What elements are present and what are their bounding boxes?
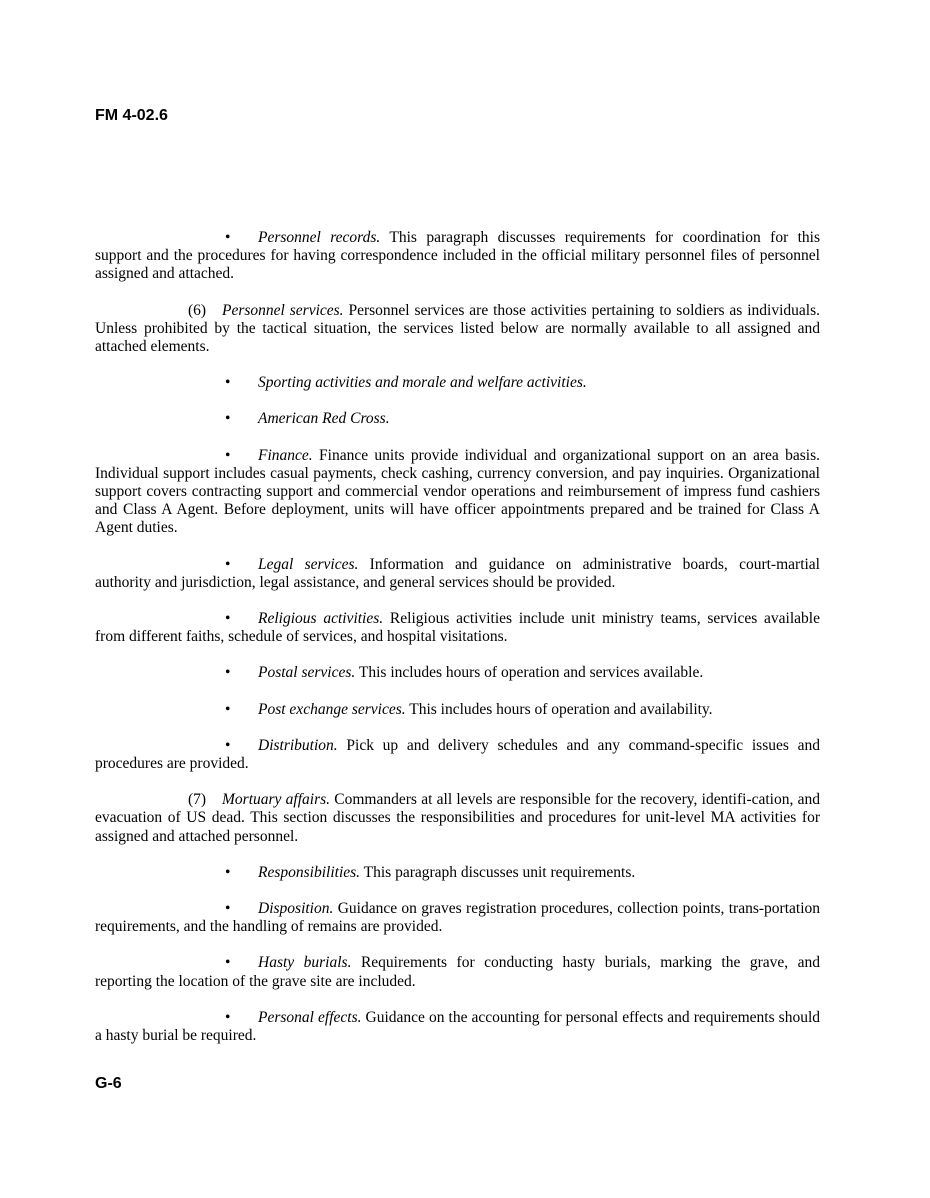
paragraph-lead: Responsibilities. [258, 863, 361, 881]
bullet-marker: • [225, 900, 231, 918]
paragraph-lead: Postal services. [258, 664, 356, 682]
paragraph-text: This paragraph discusses unit requirements. [360, 863, 636, 881]
paragraph-lead: Mortuary affairs. [222, 791, 331, 809]
paragraph-lead: Hasty burials. [258, 954, 352, 972]
page-number: G-6 [95, 1075, 122, 1092]
paragraph-lead: Finance. [258, 446, 313, 464]
numbered-mortuary-affairs [95, 791, 820, 846]
paragraph-text: Guidance on graves registration procedures, collection points, trans-portation requirements, and the handling of remains are provided. [95, 900, 820, 936]
paragraph-lead: American Red Cross. [258, 410, 390, 428]
bullet-disposition [95, 900, 820, 936]
paragraph-text: Personnel services are those activities pertaining to soldiers as individuals. Unless prohibited by the tactical situation, the services listed below are normally available to all assigned and attached elements. [95, 301, 820, 356]
numbered-personnel-services [95, 302, 820, 357]
paragraph-lead: Distribution. [258, 736, 338, 754]
bullet-marker: • [225, 664, 231, 682]
bullet-personnel-records [95, 229, 820, 284]
document-body [95, 229, 820, 1063]
bullet-legal-services [95, 556, 820, 592]
bullet-hasty-burials [95, 954, 820, 990]
bullet-postal-services [95, 664, 820, 682]
paragraph-text: Information and guidance on administrative boards, court-martial authority and jurisdiction, legal assistance, and general services should be provided. [95, 555, 820, 591]
paragraph-text: This includes hours of operation and availability. [405, 700, 713, 718]
paragraph-number: (7) [188, 791, 207, 809]
bullet-marker: • [225, 555, 231, 573]
paragraph-lead: Personnel records. [258, 229, 381, 246]
bullet-responsibilities [95, 864, 820, 882]
paragraph-text: Pick up and delivery schedules and any command-specific issues and procedures are provided. [95, 736, 820, 773]
paragraph-number: (6) [188, 301, 207, 319]
paragraph-text: Requirements for conducting hasty burials, marking the grave, and reporting the location of the grave site are included. [95, 954, 820, 990]
bullet-post-exchange-services [95, 701, 820, 719]
bullet-personal-effects [95, 1009, 820, 1045]
bullet-sporting-activities [95, 374, 820, 392]
paragraph-lead: Post exchange services. [258, 700, 406, 718]
paragraph-lead: Legal services. [258, 555, 359, 573]
bullet-marker: • [225, 374, 231, 392]
bullet-marker: • [225, 954, 231, 972]
bullet-distribution [95, 737, 820, 773]
paragraph-text: Finance units provide individual and organizational support on an area basis. Individual support includes casual payments, check cashing, currency conversion, and pay inquiries. Organizational support covers contracting support and commercial vendor operations and reimbursement of impress fund cashiers and Class A Agent. Before deployment, units will have officer appointments prepared and be trained for Class A Agent duties. [95, 446, 820, 537]
bullet-marker: • [225, 229, 231, 246]
bullet-marker: • [225, 410, 231, 428]
paragraph-lead: Sporting activities and morale and welfare activities. [258, 374, 587, 392]
paragraph-lead: Personnel services. [222, 301, 344, 319]
paragraph-lead: Personal effects. [258, 1008, 362, 1026]
bullet-marker: • [225, 700, 231, 718]
bullet-marker: • [225, 863, 231, 881]
document-header: FM 4-02.6 [95, 107, 168, 124]
bullet-marker: • [225, 610, 231, 628]
bullet-religious-activities [95, 610, 820, 646]
bullet-marker: • [225, 446, 231, 464]
bullet-finance [95, 447, 820, 538]
bullet-marker: • [225, 1008, 231, 1026]
bullet-marker: • [225, 736, 231, 754]
paragraph-text: Commanders at all levels are responsible for the recovery, identifi-cation, and evacuation of US dead. This section discusses the responsibilities and procedures for unit-level MA activities for assigned and attached personnel. [95, 791, 820, 845]
paragraph-lead: Disposition. [258, 900, 334, 918]
paragraph-text: Religious activities include unit ministry teams, services available from different faiths, schedule of services, and hospital visitations. [95, 610, 820, 646]
paragraph-text: This paragraph discusses requirements for coordination for this support and the procedures for having correspondence included in the official military personnel files of personnel assigned and attached. [95, 229, 820, 283]
paragraph-lead: Religious activities. [258, 610, 384, 628]
paragraph-text: Guidance on the accounting for personal effects and requirements should a hasty burial be required. [95, 1008, 820, 1045]
bullet-american-red-cross [95, 410, 820, 428]
paragraph-text: This includes hours of operation and services available. [355, 664, 704, 682]
